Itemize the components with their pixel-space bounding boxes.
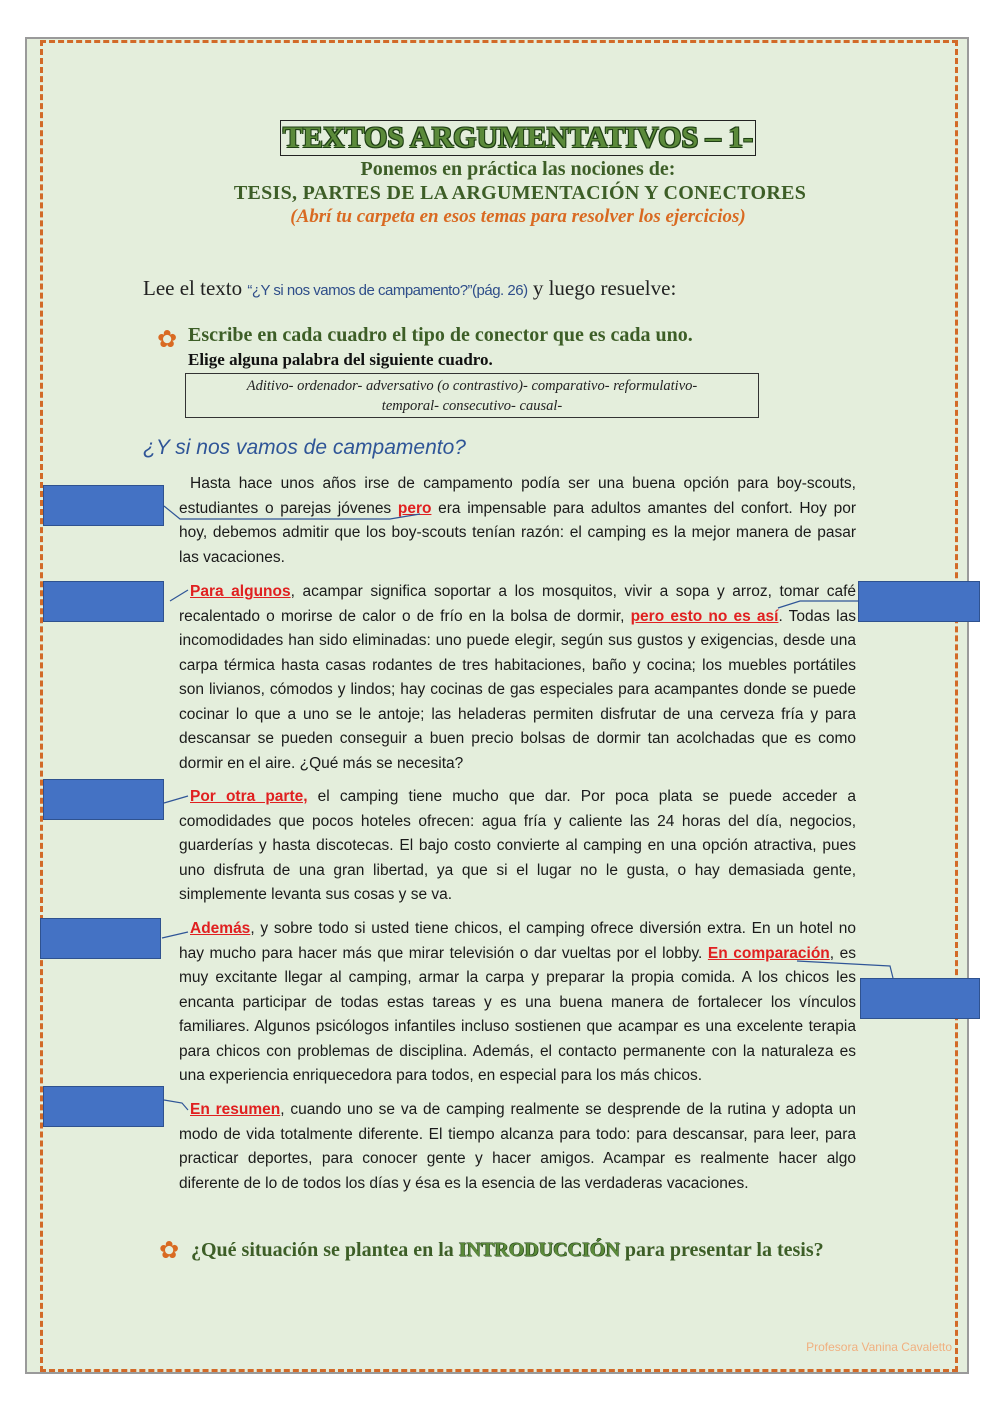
instruction-before: Lee el texto [143,276,248,300]
p3-text-a: el camping tiene mucho que dar. Por poca plata se puede acceder a comodidades que pocos hoteles ofrecen: agua fría y caliente las 24 horas del día, negocios, guarderías y hasta discotecas. El bajo costo convierte al camping en una opción atractiva, pues uno disfruta de una gran libertad, ya que si el lugar no le gusta, o hay demasiada gente, simplemente levanta sus cosas y se va. [179,788,856,903]
subtitle-topics: TESIS, PARTES DE LA ARGUMENTACIÓN Y CONECTORES [233,182,807,204]
line-en-comparacion [797,961,893,978]
flower-bullet-icon: ✿ [159,1236,180,1264]
connector-para-algunos: Para algunos [190,583,291,600]
line-en-resumen [164,1100,188,1110]
options-line-1: Aditivo- ordenador- adversativo (o contrastivo)- comparativo- reformulativo- [246,378,698,394]
text-title: ¿Y si nos vamos de campamento? [143,436,466,459]
p1-text-a: Hasta hace unos años irse de campamento podía ser una buena opción para boy-scouts, estudiantes o parejas jóvenes [179,475,856,517]
connector-pero-esto-no-es-asi: pero esto no es así [630,607,779,625]
connector-pero: pero [397,499,432,517]
q2-after: para presentar la tesis? [619,1239,824,1261]
subtitle-instruction: (Abrí tu carpeta en esos temas para resolver los ejercicios) [290,206,746,227]
line-ademas [162,932,188,938]
flower-bullet-icon: ✿ [157,325,178,353]
p1-text-b: era impensable para adultos amantes del confort. Hoy por hoy, debemos admitir que los boy-scouts tenían razón: el camping es la mejor manera de pasar las vacaciones. [179,499,856,566]
text-reference: “¿Y si nos vamos de campamento?”(pág. 26) [247,282,528,299]
line-para-algunos [170,590,188,601]
options-line-2: temporal- consecutivo- causal- [381,398,563,414]
line-pero-esto [778,601,858,608]
exercise1-subquestion: Elige alguna palabra del siguiente cuadro. [188,350,493,369]
line-pero [164,506,420,519]
author-credit: Profesora Vanina Cavaletto [806,1340,952,1354]
p2-text-b: . Todas las incomodidades han sido eliminadas: uno puede elegir, según sus gustos y exigencias, desde una carpa térmica hasta casas rodantes de tres habitaciones, baño y cocina; los muebles portátiles son livianos, cómodos y lindos; hay cocinas de gas especiales para acampantes donde se puede cocinar lo que a uno se le antoje; las heladeras permiten disfrutar de una cerveza fría y para descansar se pueden conseguir a buen precio bolsas de dormir tan acolchadas que es como dormir en el aire. ¿Qué más se necesita? [179,607,856,772]
instruction-after: y luego resuelve: [527,276,677,300]
p5-text-a: , cuando uno se va de camping realmente se desprende de la rutina y adopta un modo de vida totalmente diferente. El tiempo alcanza para todo: para descansar, para leer, para practicar deportes, para conocer gente y hacer amigos. Acampar es realmente hacer algo diferente de lo de todos los días y ésa es la esencia de las verdaderas vacaciones. [179,1101,856,1192]
p4-text-a: , y sobre todo si usted tiene chicos, el camping ofrece diversión extra. En un hotel no hay mucho para hacer más que mirar televisión o dar vueltas por el lobby. [179,920,856,962]
p4-text-b: , es muy excitante llegar al camping, armar la carpa y preparar la propia comida. A los chicos les encanta participar de todas estas tareas y es una buena manera de fortalecer los vínculos familiares. Algunos psicólogos infantiles incluso sostienen que acampar es una excelente terapia para chicos con problemas de disciplina. Además, el contacto permanente con la naturaleza es una experiencia enriquecedora para todos, en especial para los más chicos. [179,944,856,1084]
connector-por-otra-parte: Por otra parte, [190,788,308,805]
connector-en-comparacion: En comparación [707,944,830,962]
connector-en-resumen: En resumen [190,1101,281,1118]
connector-ademas: Además [190,920,251,937]
q2-highlight: INTRODUCCIÓN [458,1239,620,1261]
exercise1-question: Escribe en cada cuadro el tipo de conector que es cada uno. [188,324,693,346]
q2-before: ¿Qué situación se plantea en la [191,1239,459,1261]
exercise2-question [191,1236,911,1264]
p2-text-a: , acampar significa soportar a los mosquitos, vivir a sopa y arroz, tomar café recalentado o morirse de calor o de frío en la bolsa de dormir, [179,583,856,625]
subtitle-nociones: Ponemos en práctica las nociones de: [360,158,676,180]
line-por-otra-parte [164,796,188,803]
page-title: TEXTOS ARGUMENTATIVOS – 1- [280,120,756,156]
